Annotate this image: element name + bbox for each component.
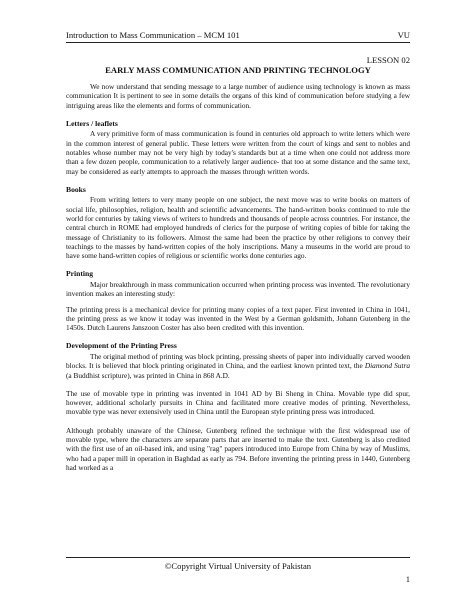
development-paragraph-2: The use of movable type in printing was invented in 1041 AD by Bi Sheng in China. Movable type did spur, however, additional scholarly pursuits in China and facilitated more creative modes of printing. Nevertheless, movable type was never extensively used in China until the European style printing press was introduced.	[66, 388, 410, 417]
section-heading-books: Books	[66, 184, 86, 194]
copyright-notice: ©Copyright Virtual University of Pakistan	[164, 561, 312, 571]
footer-divider	[66, 557, 410, 558]
section-heading-printing: Printing	[66, 269, 94, 279]
institution-abbrev: VU	[397, 30, 410, 40]
printing-paragraph-2: The printing press is a mechanical device for printing many copies of a text paper. First invented in China in 1041, the printing press as we know it today was invented in the West by a German goldsmith, Johann Gutenberg in the 1450s. Dutch Laurens Janszoon Coster has also been credited with this invention.	[66, 304, 410, 333]
header-divider	[66, 42, 410, 43]
section-heading-letters: Letters / leaflets	[66, 118, 118, 128]
development-paragraph-1	[66, 352, 410, 380]
page-title: EARLY MASS COMMUNICATION AND PRINTING TECHNOLOGY	[105, 65, 371, 75]
course-title: Introduction to Mass Communication – MCM 101	[66, 30, 240, 40]
books-paragraph: From writing letters to very many people on one subject, the next move was to write books on matters of social life, philosophies, religion, health and scientific advancements. The hand-written books continued to rule the world for centuries by taking views of writers to hundreds and thousands of people across countries. For instance, the central church in ROME had employed hundreds of clerics for the purpose of writing copies of bible for taking the message of Christianity to its followers. Almost the same had been the practice by other religions to convey their teachings to the masses by hand-written copies of the holy inscriptions. Many a museums in the world are proud to have some hand-written copies of religious or scientific works done centuries ago.	[66, 195, 410, 261]
page-content	[66, 55, 410, 472]
letters-paragraph: A very primitive form of mass communication is found in centuries old approach to write letters which were in the common interest of general public. These letters were written from the court of kings and sent to nobles and notables whose number may not be very high by today's standards but at a time when one could not address more than a few dozen people, communication to a relatively larger audience- that too at some distance and the same text, may be considered as early attempts to approach the masses through written words.	[66, 129, 410, 176]
printing-paragraph-1: Major breakthrough in mass communication occurred when printing process was invented. The revolutionary invention makes an interesting study:	[66, 279, 410, 299]
development-paragraph-3: Although probably unaware of the Chinese, Gutenberg refined the technique with the first widespread use of movable type, where the characters are separate parts that are inserted to make the text. Gutenberg is also credited with the first use of an oil-based ink, and using "rag" papers introduced into Europe from China by way of Muslims, who had a paper mill in operation in Baghdad as early as 794. Before inventing the printing press in 1440, Gutenberg had worked as a	[66, 425, 410, 472]
section-heading-development: Development of the Printing Press	[66, 341, 177, 351]
diamond-sutra-title: Diamond Sutra	[364, 361, 410, 371]
page-number: 1	[405, 574, 410, 584]
lesson-number: LESSON 02	[366, 55, 410, 65]
development-text-a: The original method of printing was block printing, pressing sheets of paper into individually carved wooden blocks. It is believed that block printing originated in China, and the earliest known printed text, the	[66, 351, 410, 371]
development-text-b: (a Buddhist scripture), was printed in China in 868 A.D.	[66, 370, 230, 380]
intro-paragraph: We now understand that sending message to a large number of audience using technology is known as mass communication It is pertinent to see in some details the organs of this kind of communication before studying a few intriguing areas like the elements and forms of communication.	[66, 82, 410, 110]
